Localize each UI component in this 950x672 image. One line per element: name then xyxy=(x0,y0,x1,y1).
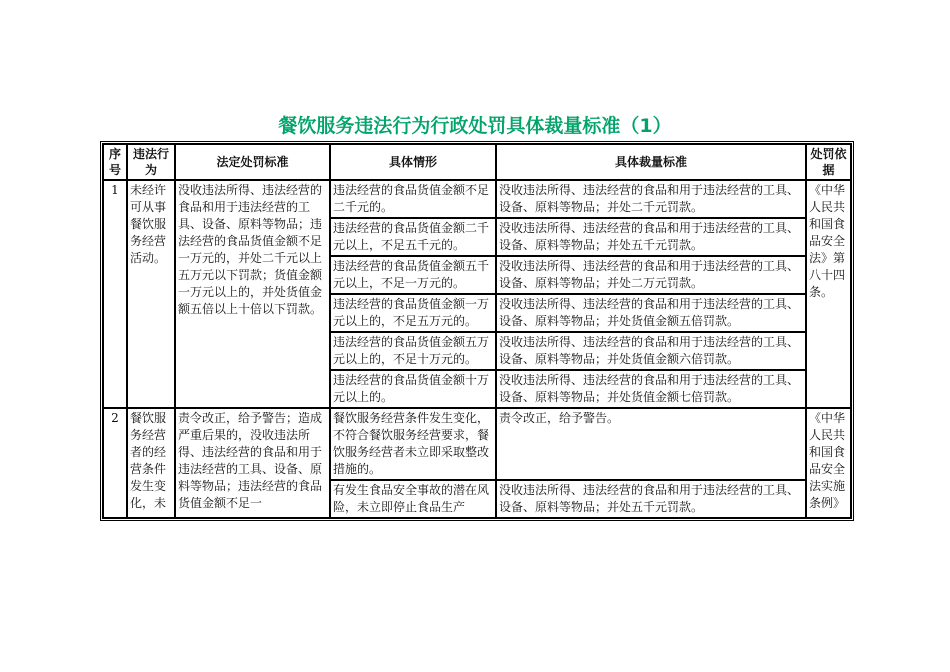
row-discretion: 没收违法所得、违法经营的食品和用于违法经营的工具、设备、原料等物品；并处五千元罚款。 xyxy=(496,218,806,256)
header-situation: 具体情形 xyxy=(330,144,496,180)
row-discretion: 没收违法所得、违法经营的食品和用于违法经营的工具、设备、原料等物品；并处货值金额五倍罚款。 xyxy=(496,294,806,332)
row-discretion: 没收违法所得、违法经营的食品和用于违法经营的工具、设备、原料等物品；并处五千元罚款。 xyxy=(496,480,806,518)
row-discretion: 没收违法所得、违法经营的食品和用于违法经营的工具、设备、原料等物品；并处货值金额七倍罚款。 xyxy=(496,370,806,408)
row-discretion: 没收违法所得、违法经营的食品和用于违法经营的工具、设备、原料等物品；并处货值金额六倍罚款。 xyxy=(496,332,806,370)
header-seq: 序号 xyxy=(103,144,127,180)
row-basis: 《中华人民共和国食品安全法》第八十四条。 xyxy=(806,180,851,408)
table-row xyxy=(103,180,851,218)
row-behavior: 未经许可从事餐饮服务经营活动。 xyxy=(127,180,175,408)
row-situation: 违法经营的食品货值金额五千元以上，不足一万元的。 xyxy=(330,256,496,294)
row-situation: 违法经营的食品货值金额五万元以上的，不足十万元的。 xyxy=(330,332,496,370)
row-seq: 1 xyxy=(103,180,127,408)
row-behavior: 餐饮服务经营者的经营条件发生变化，未 xyxy=(127,408,175,518)
row-discretion: 责令改正，给予警告。 xyxy=(496,408,806,480)
table-row xyxy=(103,408,851,480)
row-discretion: 没收违法所得、违法经营的食品和用于违法经营的工具、设备、原料等物品；并处二万元罚款。 xyxy=(496,256,806,294)
row-situation: 餐饮服务经营条件发生变化，不符合餐饮服务经营要求，餐饮服务经营者未立即采取整改措施的。 xyxy=(330,408,496,480)
row-seq: 2 xyxy=(103,408,127,518)
page-title: 餐饮服务违法行为行政处罚具体裁量标准（1） xyxy=(278,115,672,137)
row-discretion: 没收违法所得、违法经营的食品和用于违法经营的工具、设备、原料等物品；并处二千元罚款。 xyxy=(496,180,806,218)
header-legal-standard: 法定处罚标准 xyxy=(175,144,330,180)
row-basis: 《中华人民共和国食品安全法实施条例》 xyxy=(806,408,851,518)
row-situation: 违法经营的食品货值金额十万元以上的。 xyxy=(330,370,496,408)
header-behavior: 违法行为 xyxy=(127,144,175,180)
row-situation: 有发生食品安全事故的潜在风险，未立即停止食品生产 xyxy=(330,480,496,518)
row-situation: 违法经营的食品货值金额不足二千元的。 xyxy=(330,180,496,218)
row-legal-standard: 没收违法所得、违法经营的食品和用于违法经营的工具、设备、原料等物品；违法经营的食品货值金额不足一万元的，并处二千元以上五万元以下罚款；货值金额一万元以上的，并处货值金额五倍以上十倍以下罚款。 xyxy=(175,180,330,408)
row-situation: 违法经营的食品货值金额一万元以上的，不足五万元的。 xyxy=(330,294,496,332)
penalty-standards-table xyxy=(102,143,852,519)
table-header-row xyxy=(103,144,851,180)
row-situation: 违法经营的食品货值金额二千元以上，不足五千元的。 xyxy=(330,218,496,256)
header-basis: 处罚依据 xyxy=(806,144,851,180)
row-legal-standard: 责令改正，给予警告；造成严重后果的，没收违法所得、违法经营的食品和用于违法经营的工具、设备、原料等物品；违法经营的食品货值金额不足一 xyxy=(175,408,330,518)
header-discretion: 具体裁量标准 xyxy=(496,144,806,180)
